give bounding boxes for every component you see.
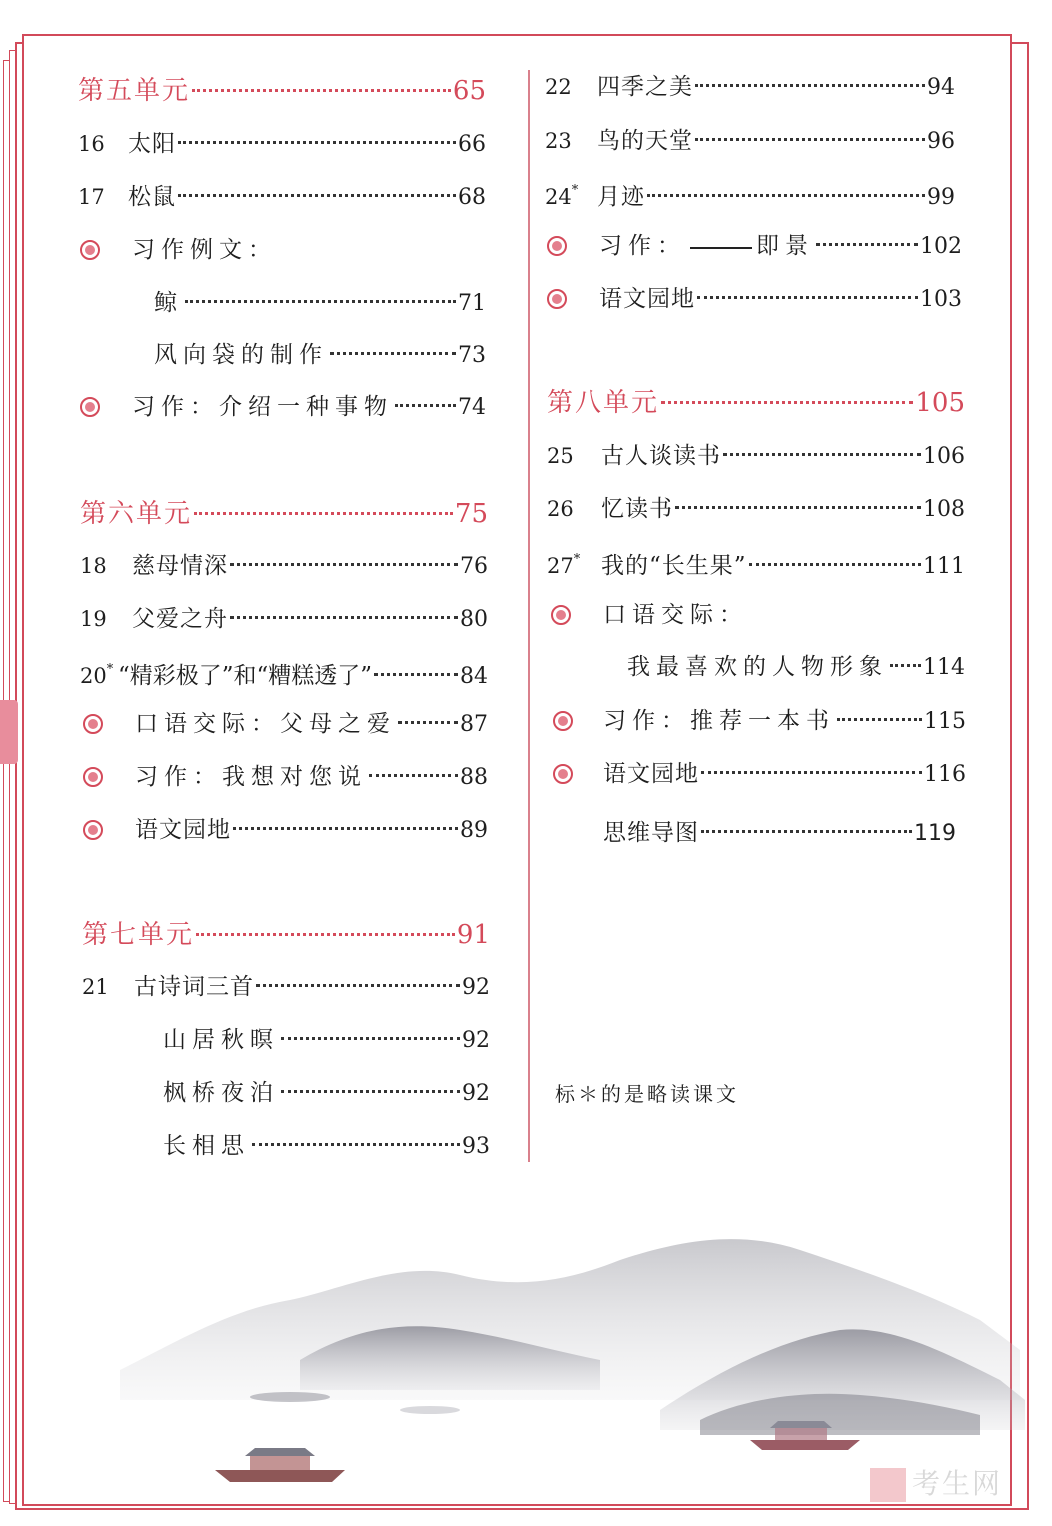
toc-lesson-23[interactable] <box>545 126 955 157</box>
lesson-title: 慈母情深 <box>132 553 228 579</box>
lesson-number-text: 27 <box>547 554 574 578</box>
lesson-title: 松鼠 <box>128 184 176 210</box>
islet-mid <box>400 1406 460 1414</box>
page-number: 111 <box>923 554 965 579</box>
page-number: 93 <box>462 1134 490 1159</box>
leader-dots <box>178 194 456 197</box>
column-divider <box>528 70 530 1162</box>
toc-lesson-25[interactable] <box>547 441 965 472</box>
page-number: 91 <box>456 920 490 950</box>
bullet-wrap <box>553 759 603 789</box>
page-number: 115 <box>924 709 966 734</box>
toc-writing-recommend[interactable] <box>553 706 966 737</box>
bullet-icon <box>547 236 567 256</box>
toc-unit-7[interactable] <box>82 920 490 950</box>
bullet-wrap <box>83 815 135 845</box>
leader-dots <box>185 300 456 303</box>
leader-dots <box>330 352 456 355</box>
lesson-number: 23 <box>545 129 572 153</box>
page-number: 105 <box>915 388 965 418</box>
lesson-title: 四季之美 <box>597 74 693 100</box>
lesson-title: 我的“长生果” <box>601 553 747 579</box>
page-number: 74 <box>458 395 486 420</box>
toc-mind-map[interactable] <box>603 818 956 849</box>
page-number: 87 <box>460 712 488 737</box>
page-number: 92 <box>462 975 490 1000</box>
toc-lesson-26[interactable] <box>547 494 965 525</box>
page-number: 84 <box>460 664 488 689</box>
item-title: 口语交际：父母之爱 <box>135 711 396 737</box>
leader-dots <box>661 401 913 404</box>
unit-title: 第七单元 <box>82 920 195 950</box>
lesson-number: 18 <box>80 554 107 578</box>
page-number: 76 <box>460 554 488 579</box>
page-number: 116 <box>924 762 966 787</box>
unit-title: 第六单元 <box>80 499 193 529</box>
page-number: 102 <box>920 234 962 259</box>
unit-title: 第五单元 <box>78 76 191 106</box>
page-number: 68 <box>458 185 486 210</box>
bullet-wrap <box>83 762 135 792</box>
toc-sub-jing[interactable] <box>154 288 486 319</box>
lesson-number-text: 24 <box>545 185 572 209</box>
leader-dots <box>281 1090 460 1093</box>
leader-dots <box>256 984 460 987</box>
bullet-wrap <box>83 709 135 739</box>
islet-left <box>250 1392 330 1402</box>
toc-lesson-22[interactable] <box>545 72 955 103</box>
leader-dots <box>233 827 458 830</box>
item-title: 习作：介绍一种事物 <box>132 394 393 420</box>
lesson-number: 22 <box>545 75 572 99</box>
watermark-text: 考生网 <box>912 1467 1003 1500</box>
toc-poem-shanju[interactable] <box>163 1025 490 1056</box>
toc-lesson-18[interactable] <box>80 551 488 582</box>
toc-writing-introduce[interactable] <box>80 392 486 423</box>
leader-dots <box>697 296 918 299</box>
leader-dots <box>647 194 925 197</box>
leader-dots <box>749 563 921 566</box>
page-number: 96 <box>927 129 955 154</box>
bullet-icon <box>83 820 103 840</box>
leader-dots <box>178 141 456 144</box>
page-number: 103 <box>920 287 962 312</box>
lesson-title: 太阳 <box>128 131 176 157</box>
bullet-icon <box>553 711 573 731</box>
bullet-icon <box>551 605 571 625</box>
watermark-logo-icon <box>870 1468 906 1502</box>
item-title: 语文园地 <box>603 761 699 787</box>
toc-writing-examples[interactable] <box>80 235 486 265</box>
item-title: 语文园地 <box>135 817 231 843</box>
lesson-title: 鸟的天堂 <box>597 128 693 154</box>
leader-dots <box>374 673 458 676</box>
bullet-icon <box>83 714 103 734</box>
page-number: 73 <box>458 343 486 368</box>
leader-dots <box>194 512 453 515</box>
page-number: 92 <box>462 1028 490 1053</box>
toc-lesson-24[interactable] <box>545 178 955 213</box>
lesson-number: 25 <box>547 444 574 468</box>
page-number: 99 <box>927 185 955 210</box>
toc-oral-parents-love[interactable] <box>83 709 488 740</box>
star-mark: * <box>106 662 114 677</box>
page-number: 119 <box>914 821 956 846</box>
toc-poem-changxiangsi[interactable] <box>163 1131 490 1162</box>
bullet-wrap <box>80 235 132 265</box>
leader-dots <box>196 933 455 936</box>
toc-sub-windsock[interactable] <box>154 340 486 371</box>
sub-title: 鲸 <box>154 290 183 316</box>
page-number: 66 <box>458 132 486 157</box>
toc-oral-communication[interactable] <box>551 600 965 630</box>
boat-left-icon <box>215 1448 345 1482</box>
lesson-number: 19 <box>80 607 107 631</box>
bullet-wrap <box>553 706 603 736</box>
sub-title: 我最喜欢的人物形象 <box>627 654 888 680</box>
bullet-icon <box>547 289 567 309</box>
toc-writing-to-you[interactable] <box>83 762 488 793</box>
leader-dots <box>701 771 922 774</box>
toc-unit-8[interactable] <box>547 388 965 418</box>
leader-dots <box>695 84 925 87</box>
ink-landscape-illustration <box>100 1220 1030 1490</box>
leader-dots <box>723 453 921 456</box>
bullet-wrap <box>547 231 599 261</box>
leader-dots <box>675 506 921 509</box>
item-title: 习作：推荐一本书 <box>603 708 835 734</box>
leader-dots <box>369 774 458 777</box>
item-title-after: 即景 <box>756 233 814 259</box>
lesson-number: 17 <box>78 185 105 209</box>
item-title: 口语交际： <box>603 602 748 628</box>
leader-dots <box>701 830 912 833</box>
leader-dots <box>890 664 921 667</box>
page-number: 89 <box>460 818 488 843</box>
lesson-number: 16 <box>78 132 105 156</box>
leader-dots <box>395 404 456 407</box>
page-number: 92 <box>462 1081 490 1106</box>
leader-dots <box>281 1037 460 1040</box>
page-number: 114 <box>923 655 965 680</box>
leader-dots <box>252 1143 460 1146</box>
lesson-number <box>80 657 118 691</box>
bullet-wrap <box>551 600 603 630</box>
bullet-wrap <box>80 392 132 422</box>
leader-dots <box>230 616 458 619</box>
page-number: 88 <box>460 765 488 790</box>
page-number: 71 <box>458 291 486 316</box>
lesson-title: 古诗词三首 <box>134 974 254 1000</box>
toc-poem-fengqiao[interactable] <box>163 1078 490 1109</box>
unit-title: 第八单元 <box>547 388 660 418</box>
toc-language-garden-7[interactable] <box>547 284 962 315</box>
page-number: 108 <box>923 497 965 522</box>
toc-unit-5[interactable] <box>78 76 486 106</box>
page-number: 75 <box>454 499 488 529</box>
leader-dots <box>816 243 918 246</box>
toc-writing-scene[interactable] <box>547 231 962 262</box>
page-number: 80 <box>460 607 488 632</box>
bullet-wrap <box>547 284 599 314</box>
bullet-icon <box>553 764 573 784</box>
lesson-number-text: 20 <box>80 664 107 688</box>
side-tab <box>0 700 18 764</box>
page-number: 106 <box>923 444 965 469</box>
leader-dots <box>837 718 922 721</box>
leader-dots <box>230 563 458 566</box>
toc-lesson-27[interactable] <box>547 547 965 582</box>
lesson-title: “精彩极了”和“糟糕透了” <box>118 663 373 689</box>
sub-title: 山居秋暝 <box>163 1027 279 1053</box>
lesson-number: 21 <box>82 975 109 999</box>
toc-language-garden-6[interactable] <box>83 815 488 846</box>
lesson-title: 忆读书 <box>601 496 673 522</box>
toc-sub-favorite-character[interactable] <box>627 652 965 683</box>
star-mark: * <box>571 183 579 198</box>
item-title: 习作例文： <box>132 237 277 263</box>
toc-lesson-20[interactable] <box>80 657 488 692</box>
sub-title: 长相思 <box>163 1133 250 1159</box>
toc-lesson-16[interactable] <box>78 129 486 160</box>
lesson-title: 月迹 <box>597 184 645 210</box>
toc-language-garden-8[interactable] <box>553 759 966 790</box>
leader-dots <box>192 89 451 92</box>
item-title-before: 习作： <box>599 233 686 259</box>
fill-blank-line <box>690 247 752 249</box>
item-title: 语文园地 <box>599 286 695 312</box>
toc-lesson-17[interactable] <box>78 182 486 213</box>
lesson-number <box>547 547 601 581</box>
sub-title: 枫桥夜泊 <box>163 1080 279 1106</box>
toc-lesson-21[interactable] <box>82 972 490 1003</box>
lesson-number <box>545 178 597 212</box>
lesson-title: 父爱之舟 <box>132 606 228 632</box>
skim-reading-note: 标＊的是略读课文 <box>555 1082 739 1106</box>
sub-title: 风向袋的制作 <box>154 342 328 368</box>
star-mark: * <box>573 552 581 567</box>
item-title: 思维导图 <box>603 820 699 846</box>
bullet-icon <box>80 240 100 260</box>
bullet-icon <box>80 397 100 417</box>
site-watermark <box>870 1462 1002 1502</box>
toc-lesson-19[interactable] <box>80 604 488 635</box>
page-number: 94 <box>927 75 955 100</box>
item-title: 习作：我想对您说 <box>135 764 367 790</box>
lesson-number: 26 <box>547 497 574 521</box>
leader-dots <box>695 138 925 141</box>
lesson-title: 古人谈读书 <box>601 443 721 469</box>
toc-unit-6[interactable] <box>80 499 488 529</box>
bullet-icon <box>83 767 103 787</box>
leader-dots <box>398 721 458 724</box>
page-number: 65 <box>452 76 486 106</box>
